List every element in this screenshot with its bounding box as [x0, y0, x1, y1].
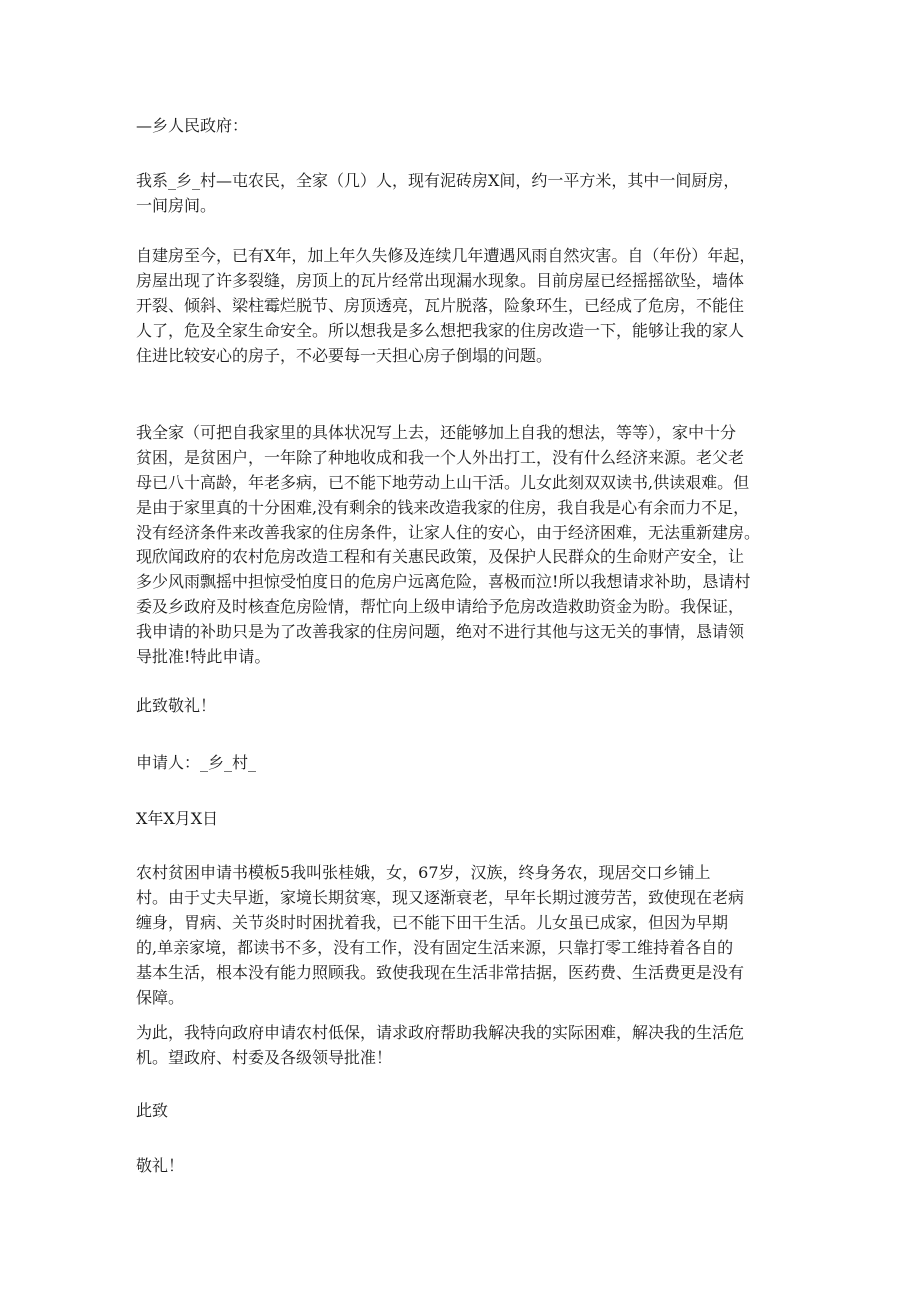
text-line: 缠身，胃病、关节炎时时困扰着我，已不能下田干生活。儿女虽已成家，但因为早期 [136, 913, 729, 932]
salutation: —乡人民政府： [136, 116, 249, 135]
letter1-paragraph-1 [136, 168, 739, 218]
text-line: 母已八十高龄，年老多病，已不能下地劳动上山干活。儿女此刻双双读书,供读艰难。但 [136, 473, 750, 492]
text-line: 基本生活，根本没有能力照顾我。致使我现在生活非常拮据，医药费、生活费更是没有 [136, 963, 745, 982]
text-line: 贫困，是贫困户，一年除了种地收成和我一个人外出打工，没有什么经济来源。老父老 [136, 448, 745, 467]
text-line: 是由于家里真的十分困难,没有剩余的钱来改造我家的住房，我自我是心有余而力不足， [136, 498, 750, 517]
text-line: 村。由于丈夫早逝，家境长期贫寒，现又逐渐衰老，早年长期过渡劳苦，致使现在老病 [136, 888, 745, 907]
letter2-paragraph-2 [136, 1020, 744, 1070]
closing-salute: 此致敬礼！ [136, 696, 217, 715]
text-line: 房屋出现了许多裂缝，房顶上的瓦片经常出现漏水现象。目前房屋已经摇摇欲坠，墙体 [136, 271, 745, 290]
applicant-line: 申请人：_乡_村_ [136, 753, 257, 772]
letter2-paragraph-1 [136, 860, 744, 1010]
text-line: 保障。 [136, 988, 185, 1007]
text-line: 导批准!特此申请。 [136, 647, 271, 666]
date-line: X年X月X日 [136, 809, 219, 828]
text-line: 委及乡政府及时核查危房险情，帮忙向上级申请给予危房改造救助资金为盼。我保证， [136, 597, 745, 616]
text-line: 农村贫困申请书模板5我叫张桂娥，女，67岁，汉族，终身务农，现居交口乡铺上 [136, 863, 711, 882]
text-line: 人了，危及全家生命安全。所以想我是多么想把我家的住房改造一下，能够让我的家人 [136, 321, 745, 340]
text-line: 自建房至今，已有X年，加上年久失修及连续几年遭遇风雨自然灾害。自（年份）年起， [136, 246, 756, 265]
letter1-paragraph-3 [136, 420, 760, 545]
text-line: 没有经济条件来改善我家的住房条件，让家人住的安心，由于经济困难，无法重新建房。 [136, 523, 761, 542]
text-line: 的,单亲家境，都读书不多，没有工作，没有固定生活来源，只靠打零工维持着各自的 [136, 938, 734, 957]
text-line: 现欣闻政府的农村危房改造工程和有关惠民政策，及保护人民群众的生命财产安全，让 [136, 547, 745, 566]
closing-line-2: 敬礼！ [136, 1156, 185, 1175]
letter1-paragraph-2 [136, 243, 755, 368]
text-line: 多少风雨飘摇中担惊受怕度日的危房户远离危险，喜极而泣!所以我想请求补助，恳请村 [136, 572, 751, 591]
text-line: 一间房间。 [136, 196, 217, 215]
closing-line-1: 此致 [136, 1101, 169, 1120]
text-line: 我申请的补助只是为了改善我家的住房问题，绝对不进行其他与这无关的事情，恳请领 [136, 622, 745, 641]
text-line: 我全家（可把自我家里的具体状况写上去，还能够加上自我的想法，等等），家中十分 [136, 423, 737, 442]
text-line: 机。望政府、村委及各级领导批准！ [136, 1048, 393, 1067]
letter1-paragraph-4 [136, 544, 750, 669]
text-line: 开裂、倾斜、梁柱霉烂脱节、房顶透亮，瓦片脱落，险象环生，已经成了危房，不能住 [136, 296, 745, 315]
text-line: 住进比较安心的房子，不必要每一天担心房子倒塌的问题。 [136, 346, 553, 365]
text-line: 为此，我特向政府申请农村低保，请求政府帮助我解决我的实际困难，解决我的生活危 [136, 1023, 745, 1042]
text-line: 我系_乡_村—屯农民，全家（几）人，现有泥砖房X间，约一平方米，其中一间厨房， [136, 171, 740, 190]
